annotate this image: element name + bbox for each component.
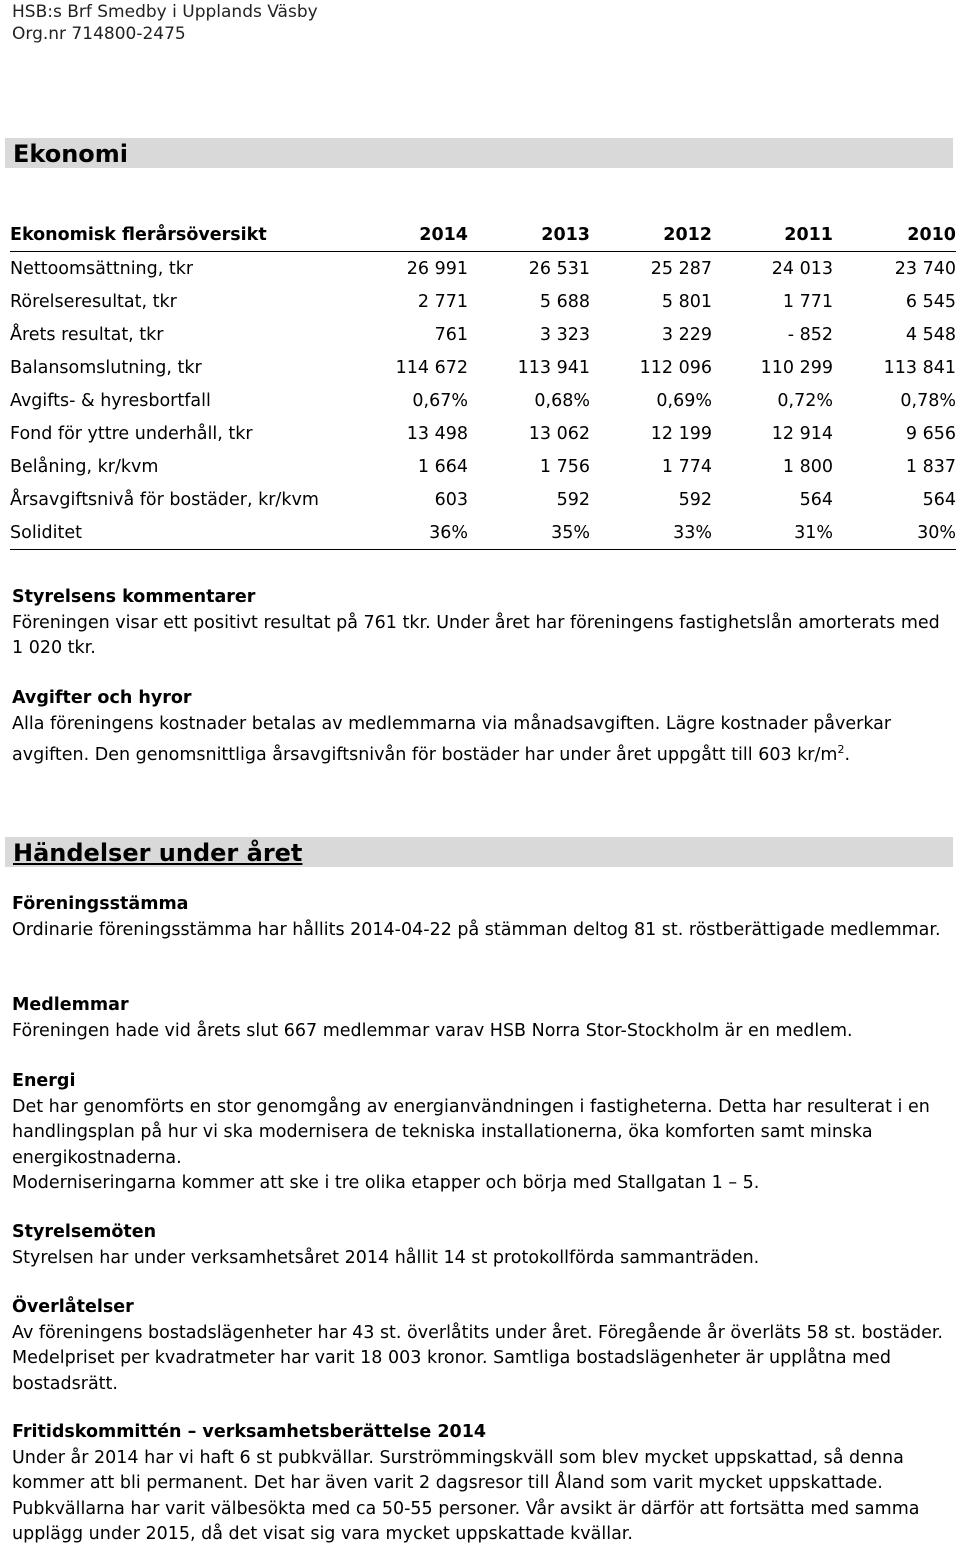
table-header: Ekonomisk flerårsöversikt [10,219,345,252]
table-header: 2011 [712,219,833,252]
superscript-2: 2 [837,743,845,756]
row-label: Soliditet [10,516,345,550]
table-cell: 25 287 [650,258,712,279]
styrelsens-text: Föreningen visar ett positivt resultat på 761 tkr. Under året har föreningens fastighetslån amorterats med 1 020 tkr. [12,612,940,658]
table-cell: 23 740 [894,258,956,279]
table-cell: 2 771 [417,291,468,312]
row-label: Belåning, kr/kvm [10,456,159,477]
table-cell: 0,68% [534,390,590,411]
financial-overview-table [10,219,956,550]
table-cell: 36% [345,516,468,550]
section-handelser [5,837,953,867]
table-cell: 30% [833,516,956,550]
energi-heading: Energi [12,1071,76,1091]
table-cell: 112 096 [639,357,712,378]
overlatelser [12,1295,944,1397]
table-cell: 9 656 [905,423,956,444]
avgifter-och-hyror [12,686,944,768]
energi-text-2: Moderniseringarna kommer att ske i tre olika etapper och börja med Stallgatan 1 – 5. [12,1173,760,1193]
avgifter-end: . [844,744,851,765]
fritid-heading: Fritidskommittén – verksamhetsberättelse 2014 [12,1422,487,1442]
table-row [10,318,956,351]
table-cell: 0,67% [412,390,468,411]
table-header: 2010 [833,219,956,252]
foreningsstamma-text: Ordinarie föreningsstämma har hållits 2014-04-22 på stämman deltog 81 st. röstberättigade medlemmar. [12,919,941,940]
table-row [10,417,956,450]
table-header-row [10,219,956,252]
table-cell: 564 [922,489,956,510]
table-row [10,351,956,384]
table-cell: 110 299 [760,357,833,378]
table-row [10,516,956,550]
org-name: HSB:s Brf Smedby i Upplands Väsby [12,2,318,22]
row-label: Årets resultat, tkr [10,324,164,345]
row-label: Årsavgiftsnivå för bostäder, kr/kvm [10,489,319,510]
row-label: Avgifts- & hyresbortfall [10,390,211,411]
table-cell: 35% [468,516,590,550]
table-cell: 114 672 [395,357,468,378]
table-row [10,450,956,483]
table-cell: 761 [434,324,468,345]
table-cell: 592 [556,489,590,510]
fritid-text: Under år 2014 har vi haft 6 st pubkvällar. Surströmmingskväll som blev mycket uppskattad, så denna kommer att bli permanent. Det har även varit 2 dagsresor till Åland som varit mycket uppskattade. Pubkvällarna har varit välbesökta med ca 50-55 personer. Vår avsikt är därför att fortsätta med samma upplägg under 2015, då det visat sig vara mycket uppskattade kvällar. [12,1447,920,1544]
table-cell: 13 498 [406,423,468,444]
styrelsemoten-heading: Styrelsemöten [12,1222,157,1242]
section-title: Händelser under året [13,839,303,867]
row-label: Nettoomsättning, tkr [10,258,194,279]
avgifter-paragraph [12,712,944,769]
styrelsemoten-text: Styrelsen har under verksamhetsåret 2014 hållit 14 st protokollförda sammanträden. [12,1247,760,1268]
avgifter-heading: Avgifter och hyror [12,688,192,708]
medlemmar [12,993,944,1044]
table-cell: 113 841 [883,357,956,378]
avgifter-text: Alla föreningens kostnader betalas av medlemmarna via månadsavgiften. Lägre kostnader påverkar avgiften. Den genomsnittliga årsavgiftsnivån för bostäder har under året uppgått till 603 kr/m [12,713,892,765]
styrelsemoten [12,1220,944,1271]
table-cell: 5 688 [539,291,590,312]
section-ekonomi [5,138,953,168]
styrelsens-heading: Styrelsens kommentarer [12,587,256,607]
foreningsstamma-heading: Föreningsstämma [12,894,189,914]
medlemmar-text: Föreningen hade vid årets slut 667 medlemmar varav HSB Norra Stor-Stockholm är en medlem. [12,1020,853,1041]
table-cell: 24 013 [771,258,833,279]
table-cell: 113 941 [517,357,590,378]
table-cell: 564 [799,489,833,510]
table-row [10,483,956,516]
table-cell: 1 664 [417,456,468,477]
energi [12,1069,944,1197]
row-label: Fond för yttre underhåll, tkr [10,423,253,444]
table-row [10,384,956,417]
table-cell: 1 800 [782,456,833,477]
table-cell: 0,72% [777,390,833,411]
table-row [10,285,956,318]
table-cell: 0,78% [900,390,956,411]
table-cell: 6 545 [905,291,956,312]
fritidskommitten [12,1420,944,1548]
table-cell: 26 531 [528,258,590,279]
table-header: 2013 [468,219,590,252]
styrelsens-kommentarer [12,585,944,662]
table-header: 2012 [590,219,712,252]
table-cell: 1 837 [905,456,956,477]
foreningsstamma [12,892,944,943]
table-cell: 26 991 [406,258,468,279]
org-number: Org.nr 714800-2475 [12,24,186,44]
table-cell: 5 801 [661,291,712,312]
table-cell: 31% [712,516,833,550]
table-cell: 603 [434,489,468,510]
table-cell: 1 774 [661,456,712,477]
table-header: 2014 [345,219,468,252]
energi-text: Det har genomförts en stor genomgång av energianvändningen i fastigheterna. Detta har resulterat i en handlingsplan på hur vi ska modernisera de tekniska installationerna, öka komforten samt minska energikostnaderna. [12,1096,930,1168]
table-row [10,252,956,286]
table-cell: 3 229 [661,324,712,345]
row-label: Balansomslutning, tkr [10,357,202,378]
table-cell: 13 062 [528,423,590,444]
row-label: Rörelseresultat, tkr [10,291,177,312]
medlemmar-heading: Medlemmar [12,995,129,1015]
table-cell: 3 323 [539,324,590,345]
table-cell: 592 [678,489,712,510]
table-cell: 4 548 [905,324,956,345]
table-cell: 1 756 [539,456,590,477]
overlatelser-text: Av föreningens bostadslägenheter har 43 st. överlåtits under året. Föregående år överläts 58 st. bostäder. Medelpriset per kvadratmeter har varit 18 003 kronor. Samtliga bostadslägenheter är upplåtna med bostadsrätt. [12,1322,943,1394]
table-cell: 12 914 [771,423,833,444]
table-cell: 33% [590,516,712,550]
table-cell: 1 771 [782,291,833,312]
overlatelser-heading: Överlåtelser [12,1297,134,1317]
table-cell: 0,69% [656,390,712,411]
table-cell: - 852 [787,324,833,345]
section-title: Ekonomi [13,140,129,168]
table-cell: 12 199 [650,423,712,444]
